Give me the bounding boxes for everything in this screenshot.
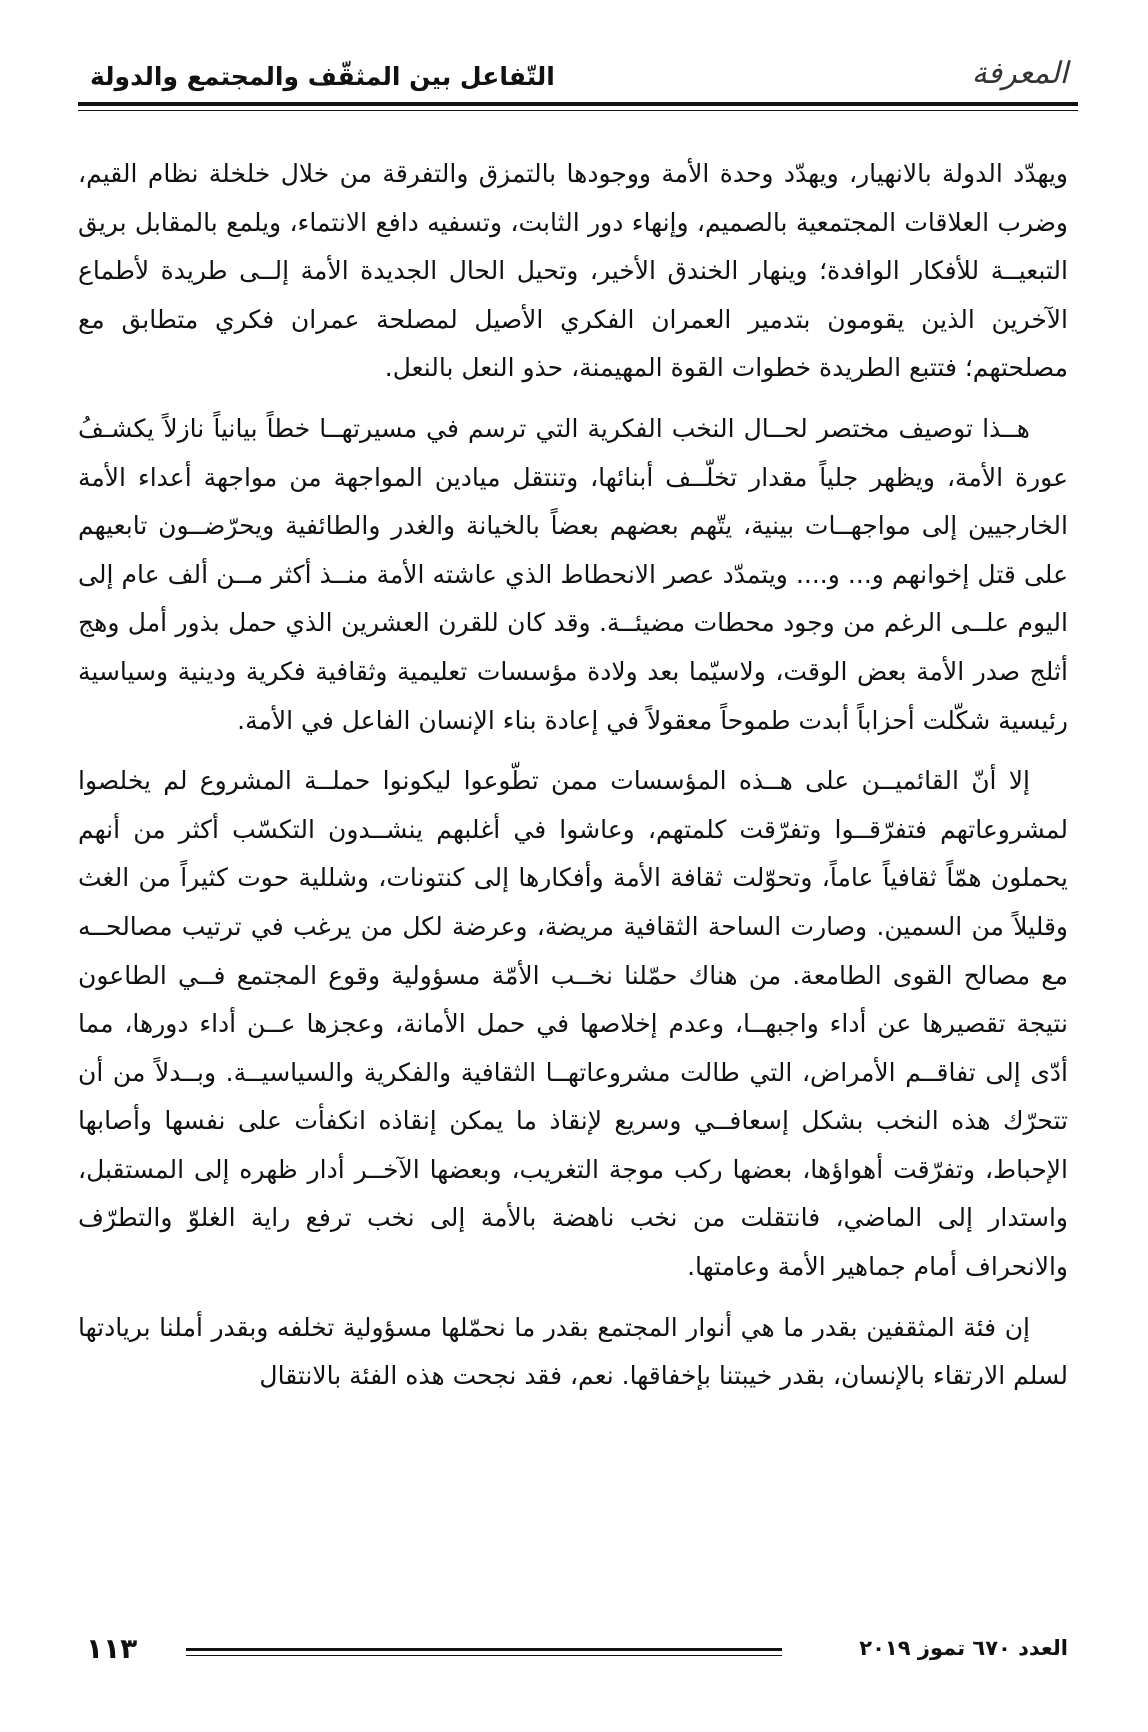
header-rule-thin — [78, 110, 1078, 111]
issue-info: العدد ٦٧٠ تموز ٢٠١٩ — [859, 1636, 1068, 1660]
paragraph: إن فئة المثقفين بقدر ما هي أنوار المجتمع بقدر ما نحمّلها مسؤولية تخلفه وبقدر أملنا بريادتها لسلم الارتقاء بالإنسان، بقدر خيبتنا بإخفاقها. نعم، فقد نجحت هذه الفئة بالانتقال — [78, 1312, 1068, 1391]
running-title: التّفاعل بين المثقّف والمجتمع والدولة — [90, 62, 555, 91]
article-body — [78, 150, 1068, 1401]
running-header — [78, 50, 1070, 98]
paragraph: هــذا توصيف مختصر لحــال النخب الفكرية التي ترسم في مسيرتهــا خطاً بيانياً نازلاً يكشـفُ عورة الأمة، ويظهر جلياً مقدار تخلّــف أبنائها، وتنتقل ميادين المواجهة من مواجهة أعداء الأمة الخارجيين إلى مواجهــات بينية، يتّهم بعضهم بعضاً بالخيانة والغدر والطائفية ويحرّضــون تابعيهم على قتل إخوانهم و... و.... ويتمدّد عصر الانحطاط الذي عاشته الأمة منــذ أكثر مــن ألف عام إلى اليوم علــى الرغم من وجود محطات مضيئــة. وقد كان للقرن العشرين الذي حمل بذور أمل وهج أثلج صدر الأمة بعض الوقت، ولاسيّما بعد ولادة مؤسسات تعليمية وثقافية فكرية ودينية وسياسية رئيسية شكّلت أحزاباً أبدت طموحاً معقولاً في إعادة بناء الإنسان الفاعل في الأمة. — [78, 413, 1068, 735]
paragraph: ويهدّد الدولة بالانهيار، ويهدّد وحدة الأمة ووجودها بالتمزق والتفرقة من خلال خلخلة نظام القيم، وضرب العلاقات المجتمعية بالصميم، وإنهاء دور الثابت، وتسفيه دافع الانتماء، ويلمع بالمقابل بريق التبعيــة للأفكار الوافدة؛ وينهار الخندق الأخير، وتحيل الحال الجديدة الأمة إلــى طريدة لأطماع الآخرين الذين يقومون بتدمير العمران الفكري الأصيل لمصلحة عمران فكري متطابق مع مصلحتهم؛ فتتبع الطريدة خطوات القوة المهيمنة، حذو النعل بالنعل. — [78, 159, 1068, 383]
footer-rule-thick — [186, 1648, 782, 1651]
paragraph: إلا أنّ القائميــن على هــذه المؤسسات ممن تطّوعوا ليكونوا حملــة المشروع لم يخلصوا لمشروعاتهم فتفرّقــوا وتفرّقت كلمتهم، وعاشوا في أغلبهم ينشــدون التكسّب أكثر من أنهم يحملون همّاً ثقافياً عاماً، وتحوّلت ثقافة الأمة وأفكارها إلى كنتونات، وشللية حوت كثيراً من الغث وقليلاً من السمين. وصارت الساحة الثقافية مريضة، وعرضة لكل من يرغب في ترتيب مصالحــه مع مصالح القوى الطامعة. من هناك حمّلنا نخــب الأمّة مسؤولية وقوع المجتمع فــي الطاعون نتيجة تقصيرها عن أداء واجبهــا، وعدم إخلاصها في حمل الأمانة، وعجزها عــن أداء دورها، مما أدّى إلى تفاقــم الأمراض، التي طالت مشروعاتهــا الثقافية والفكرية والسياسيــة. وبــدلاً من أن تتحرّك هذه النخب بشكل إسعافــي وسريع لإنقاذ ما يمكن إنقاذه انكفأت على نفسها وأصابها الإحباط، وتفرّقت أهواؤها، بعضها ركب موجة التغريب، وبعضها الآخــر أدار ظهره إلى المستقبل، واستدار إلى الماضي، فانتقلت من نخب ناهضة بالأمة إلى نخب ترفع راية الغلوّ والتطرّف والانحراف أمام جماهير الأمة وعامتها. — [78, 766, 1068, 1282]
header-rule-thick — [78, 102, 1078, 106]
page-number: ١١٣ — [86, 1632, 138, 1665]
footer-rule-thin — [186, 1655, 782, 1656]
page-footer — [80, 1632, 1068, 1672]
journal-logo: المعرفة — [971, 56, 1068, 91]
